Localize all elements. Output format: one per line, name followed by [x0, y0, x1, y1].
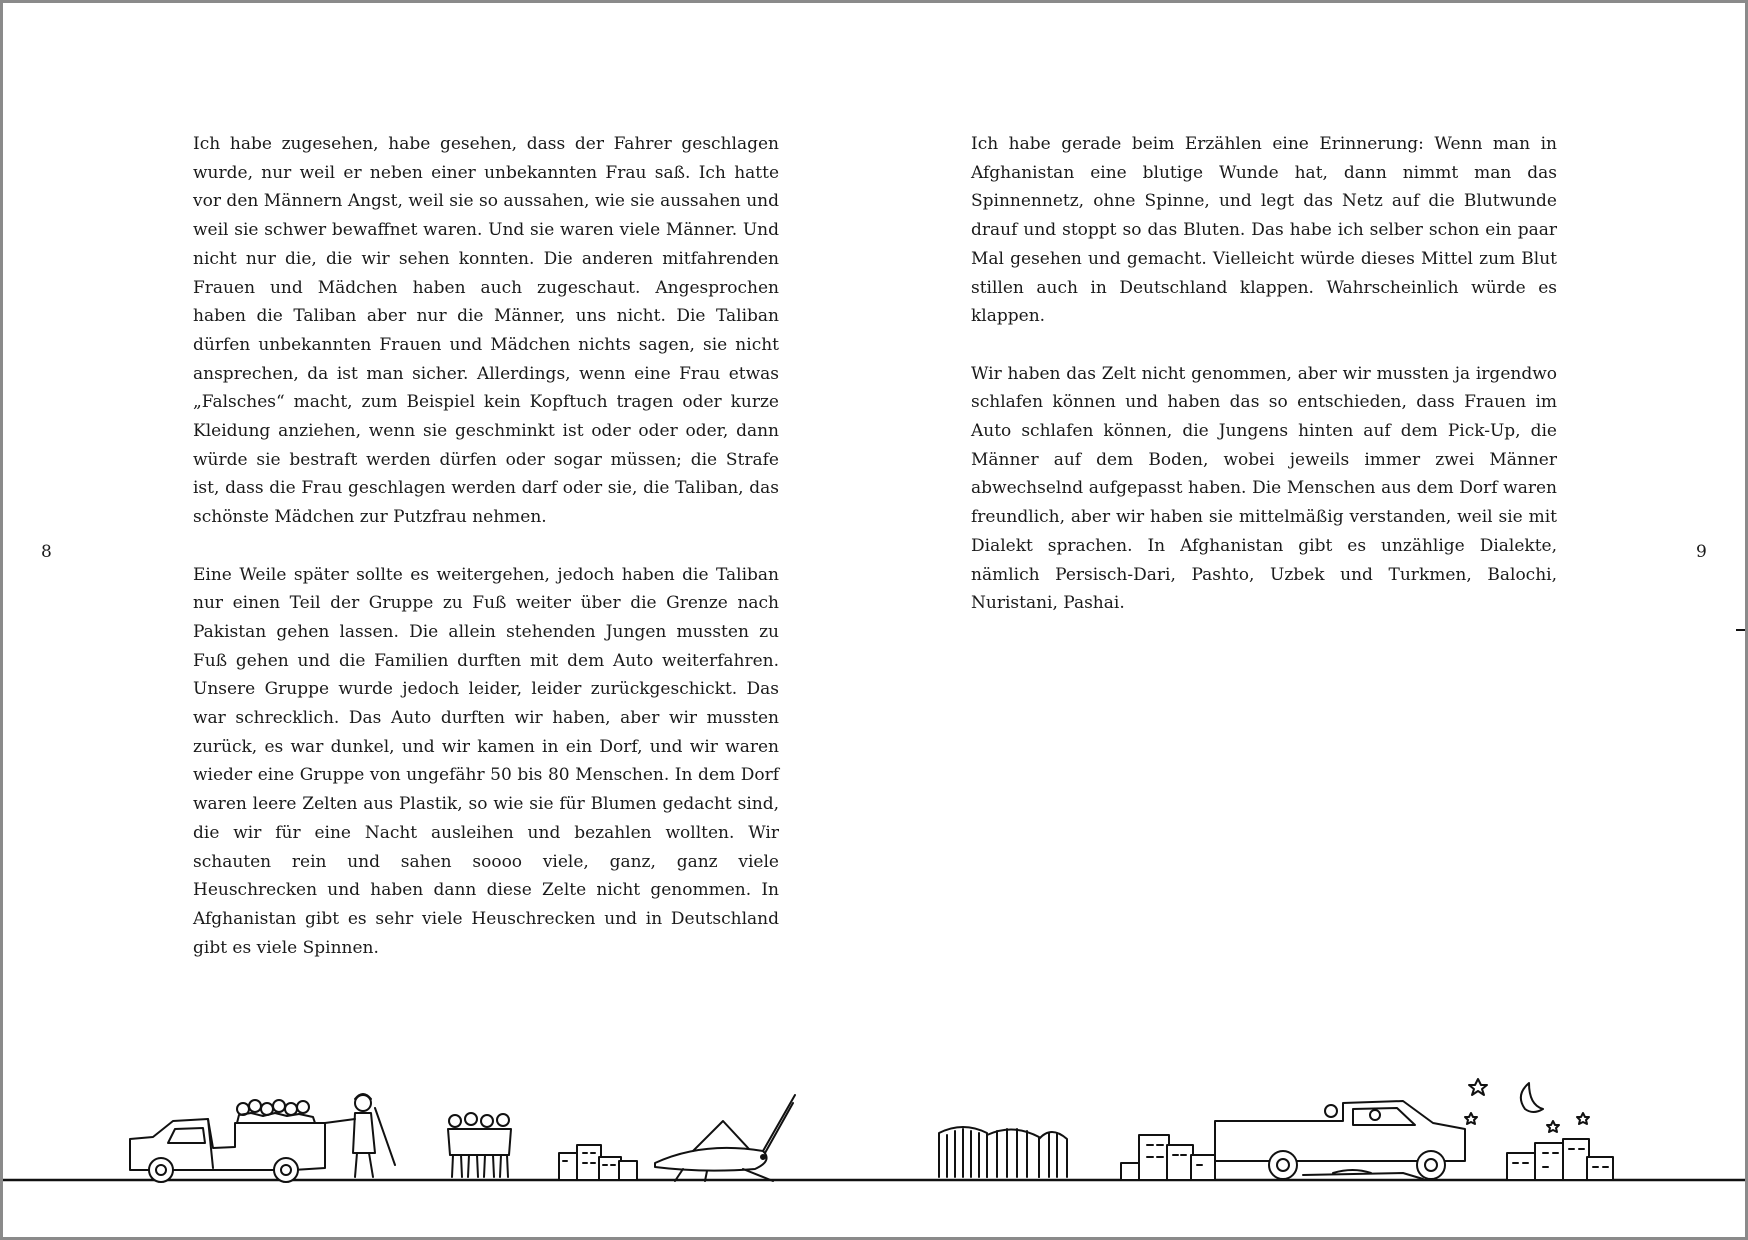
greenhouse-tents-icon [939, 1127, 1067, 1177]
bottom-illustration-strip [3, 1073, 1745, 1193]
small-village-icon [559, 1145, 637, 1180]
night-village-icon [1507, 1139, 1613, 1180]
pickup-truck-with-people-icon [130, 1100, 325, 1182]
left-page-text [193, 130, 779, 991]
page-number-left: 8 [41, 542, 52, 562]
right-paragraph-2: Wir haben das Zelt nicht genommen, aber wir mussten ja irgendwo schlafen können und haben das so entschieden, dass Frauen im Auto schlafen können, die Jungens hinten auf dem Pick-Up, die Männer auf dem Boden, wobei jeweils immer zwei Männer abwechselnd aufgepasst haben. Die Menschen aus dem Dorf waren freundlich, aber wir haben sie mittelmäßig verstanden, weil sie mit Dialekt sprachen. In Afghanistan gibt es unzählige Dialekte, nämlich Persisch-Dari, Pashto, Uzbek und Turkmen, Balochi, Nuristani, Pashai. [971, 363, 1557, 614]
moon-and-stars-icon [1465, 1079, 1589, 1132]
crop-mark [1736, 629, 1745, 631]
book-spread [3, 3, 1745, 1237]
armed-man-icon [325, 1094, 395, 1177]
left-paragraph-2: Eine Weile später sollte es weitergehen, jedoch haben die Taliban nur einen Teil der Gruppe zu Fuß weiter über die Grenze nach Pakistan gehen lassen. Die allein stehenden Jungen mussten zu Fuß gehen und die Familien durften mit dem Auto weiterfahren. Unsere Gruppe wurde jedoch leider, leider zurückgeschickt. Das war schrecklich. Das Auto durften wir haben, aber wir mussten zurück, es war dunkel, und wir kamen in ein Dorf, und wir waren wieder eine Gruppe von ungefähr 50 bis 80 Menschen. In dem Dorf waren leere Zelten aus Plastik, so wie sie für Blumen gedacht sind, die wir für eine Nacht ausleihen und bezahlen wollten. Wir schauten rein und sahen soooo viele, ganz, ganz viele Heuschrecken und haben dann diese Zelte nicht genommen. In Afghanistan gibt es sehr viele Heuschrecken und in Deutschland gibt es viele Spinnen. [193, 564, 779, 958]
page-number-right: 9 [1696, 542, 1707, 562]
pickup-truck-at-night-icon [1215, 1101, 1465, 1179]
right-paragraph-1: Ich habe gerade beim Erzählen eine Erinnerung: Wenn man in Afghanistan eine blutige Wunde hat, dann nimmt man das Spinnennetz, ohne Spinne, und legt das Netz auf die Blutwunde drauf und stoppt so das Bluten. Das habe ich selber schon ein paar Mal gesehen und gemacht. Vielleicht würde dieses Mittel zum Blut stillen auch in Deutschland klappen. Wahrscheinlich würde es klappen. [971, 134, 1557, 327]
group-of-boys-icon [448, 1113, 511, 1177]
right-page-text [971, 130, 1557, 647]
grasshopper-icon [655, 1095, 795, 1181]
village-houses-icon [1121, 1135, 1215, 1180]
left-paragraph-1: Ich habe zugesehen, habe gesehen, dass der Fahrer geschlagen wurde, nur weil er neben einer unbekannten Frau saß. Ich hatte vor den Männern Angst, weil sie so aussahen, wie sie aussahen und weil sie schwer bewaffnet waren. Und sie waren viele Männer. Und nicht nur die, die wir sehen konnten. Die anderen mitfahrenden Frauen und Mädchen haben auch zugeschaut. Angesprochen haben die Taliban aber nur die Männer, uns nicht. Die Taliban dürfen unbekannten Frauen und Mädchen nichts sagen, sie nicht ansprechen, da ist man sicher. Allerdings, wenn eine Frau etwas „Falsches“ macht, zum Beispiel kein Kopftuch tragen oder kurze Kleidung anziehen, wenn sie geschminkt ist oder oder oder, dann würde sie bestraft werden dürfen oder sogar müssen; die Strafe ist, dass die Frau geschlagen werden darf oder sie, die Taliban, das schönste Mädchen zur Putzfrau nehmen. [193, 134, 779, 528]
